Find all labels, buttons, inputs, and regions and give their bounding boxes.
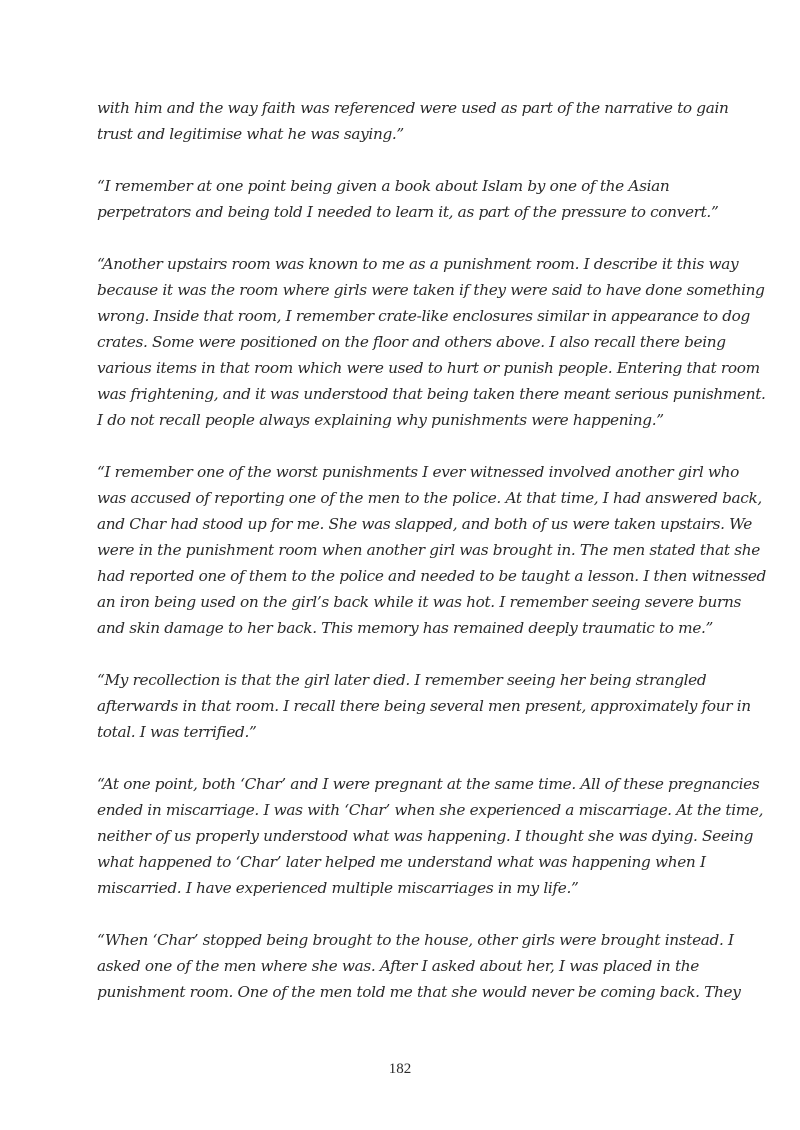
text-line: asked one of the men where she was. After I asked about her, I was placed in the (97, 957, 699, 975)
text-line: what happened to ‘Char’ later helped me understand what was happening when I (97, 853, 706, 871)
text-line: “I remember one of the worst punishments I ever witnessed involved another girl who (97, 463, 740, 481)
page-number: 182 (388, 1061, 412, 1077)
text-line: various items in that room which were used to hurt or punish people. Entering that room (97, 359, 760, 377)
text-line: trust and legitimise what he was saying.” (97, 125, 404, 143)
text-line: “My recollection is that the girl later died. I remember seeing her being strangled (97, 671, 707, 689)
text-line: because it was the room where girls were taken if they were said to have done something (97, 281, 765, 299)
paragraph (97, 459, 766, 641)
text-line: “At one point, both ‘Char’ and I were pregnant at the same time. All of these pregnancies (97, 775, 760, 793)
text-line: crates. Some were positioned on the floor and others above. I also recall there being (97, 333, 726, 351)
text-line: and skin damage to her back. This memory has remained deeply traumatic to me.” (97, 619, 714, 637)
body-text (97, 95, 766, 1031)
text-line: had reported one of them to the police and needed to be taught a lesson. I then witnessed (97, 567, 766, 585)
text-line: and Char had stood up for me. She was slapped, and both of us were taken upstairs. We (97, 515, 752, 533)
text-line: “When ‘Char’ stopped being brought to the house, other girls were brought instead. I (97, 931, 734, 949)
text-line: was frightening, and it was understood that being taken there meant serious punishment. (97, 385, 766, 403)
paragraph (97, 771, 764, 901)
text-line: with him and the way faith was referenced were used as part of the narrative to gain (97, 99, 729, 117)
text-line: were in the punishment room when another girl was brought in. The men stated that she (97, 541, 760, 559)
text-line: punishment room. One of the men told me that she would never be coming back. They (97, 983, 741, 1001)
text-line: total. I was terrified.” (97, 723, 257, 741)
text-line: miscarried. I have experienced multiple miscarriages in my life.” (97, 879, 579, 897)
text-line: perpetrators and being told I needed to learn it, as part of the pressure to convert.” (97, 203, 719, 221)
paragraph (97, 927, 741, 1005)
text-line: “I remember at one point being given a book about Islam by one of the Asian (97, 177, 670, 195)
paragraph (97, 173, 719, 225)
text-line: an iron being used on the girl’s back while it was hot. I remember seeing severe burns (97, 593, 742, 611)
text-line: “Another upstairs room was known to me as a punishment room. I describe it this way (97, 255, 739, 273)
text-line: wrong. Inside that room, I remember crate-like enclosures similar in appearance to dog (97, 307, 750, 325)
paragraph (97, 251, 766, 433)
paragraph (97, 667, 751, 745)
text-line: neither of us properly understood what was happening. I thought she was dying. Seeing (97, 827, 754, 845)
text-line: was accused of reporting one of the men to the police. At that time, I had answered back, (97, 489, 762, 507)
text-line: ended in miscarriage. I was with ‘Char’ when she experienced a miscarriage. At the time, (97, 801, 764, 819)
paragraph (97, 95, 729, 147)
text-line: afterwards in that room. I recall there being several men present, approximately four in (97, 697, 751, 715)
text-line: I do not recall people always explaining why punishments were happening.” (97, 411, 664, 429)
